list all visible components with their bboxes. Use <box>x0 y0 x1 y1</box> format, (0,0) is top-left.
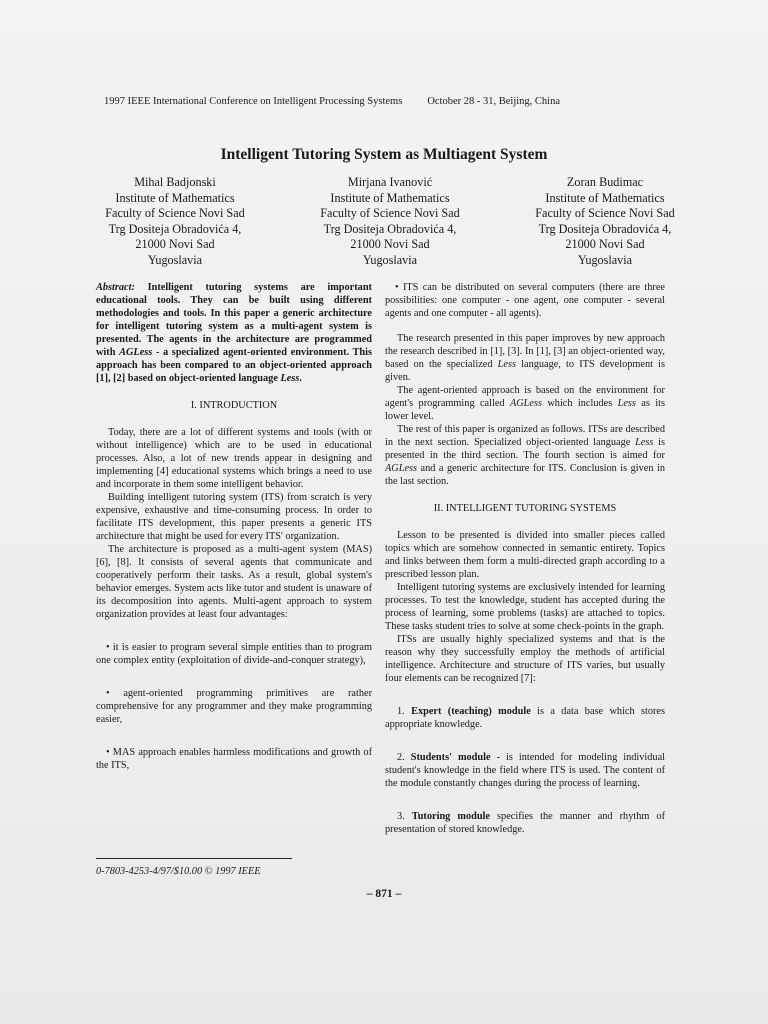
paragraph: Lesson to be presented is divided into smaller pieces called topics which are somehow connected in semantic entirety. Topics and links between them form a multi-directed graph according to a prescribed lesson plan. <box>385 530 665 580</box>
list-item-expert-module: 1. Expert (teaching) module is a data base which stores appropriate knowledge. <box>385 706 666 730</box>
author-street: Trg Dositeja Obradovića 4, <box>538 221 672 236</box>
section-heading-introduction: I. INTRODUCTION <box>190 400 278 411</box>
copyright-notice: 0-7803-4253-4/97/$10.00 © 1997 IEEE <box>96 866 261 877</box>
bullet-item: • MAS approach enables harmless modifications and growth of the ITS, <box>96 747 372 771</box>
author-institute: Institute of Mathematics <box>545 190 665 205</box>
page-number: – 871 – <box>366 888 402 900</box>
paper-title: Intelligent Tutoring System as Multiagent System <box>220 146 548 163</box>
abstract-text: Intelligent tutoring systems are important educational tools. They can be built using different methodologies and tools. In this paper a generic architecture for intelligent tutoring system as a multi-agent system is presented. The agents in the architecture are programmed with <box>96 282 372 358</box>
author-country: Yugoslavia <box>577 252 633 267</box>
author-street: Trg Dositeja Obradovića 4, <box>323 221 457 236</box>
bullet-item: • ITS can be distributed on several computers (there are three possibilities: one computer - one agent, one computer - several agents and one computer - all agents). <box>385 282 665 319</box>
abstract-lead: Abstract: <box>96 282 135 293</box>
author-name: Zoran Budimac <box>566 175 644 189</box>
paragraph: Building intelligent tutoring system (ITS) from scratch is very expensive, exhaustive and time-consuming process. In order to facilitate ITS development, this paper presents a generic ITS architecture that might be used for every ITS' organization. <box>96 492 372 542</box>
conference-name: 1997 IEEE International Conference on Intelligent Processing Systems <box>104 96 403 107</box>
author-faculty: Faculty of Science Novi Sad <box>105 206 245 220</box>
section-heading-its: II. INTELLIGENT TUTORING SYSTEMS <box>433 503 617 514</box>
author-city: 21000 Novi Sad <box>135 237 215 251</box>
author-institute: Institute of Mathematics <box>115 190 235 205</box>
author-country: Yugoslavia <box>362 252 418 267</box>
author-name: Mirjana Ivanović <box>347 175 433 189</box>
abstract-text: . <box>299 373 302 384</box>
paragraph: The agent-oriented approach is based on the environment for agent's programming called AGLess which includes Less as its lower level. <box>385 385 665 422</box>
author-street: Trg Dositeja Obradovića 4, <box>108 221 242 236</box>
paragraph: Intelligent tutoring systems are exclusively intended for learning processes. To test the knowledge, student has accepted during the process of learning, some problems (tasks) are attached to topics. These tasks student tries to solve at some check-points in the graph. <box>385 582 665 632</box>
abstract-less: Less <box>280 373 300 384</box>
paragraph: ITSs are usually highly specialized systems and that is the reason why they successfully employ the methods of artificial intelligence. Architecture and structure of ITS varies, but usually four elements can be recognized [7]: <box>385 634 665 684</box>
list-item-students-module: 2. Students' module - is intended for modeling individual student's knowledge in the field where ITS is used. The content of the module constantly changes during the process of learning. <box>385 752 666 789</box>
conference-date: October 28 - 31, Beijing, China <box>427 96 560 107</box>
author-2 <box>285 175 495 268</box>
running-header <box>104 96 560 107</box>
author-institute: Institute of Mathematics <box>330 190 450 205</box>
paragraph: The rest of this paper is organized as follows. ITSs are described in the next section. Specialized object-oriented language Less is presented in the third section. The fourth section is aimed for AGLess and a generic architecture for ITS. Conclusion is given in the last section. <box>385 424 665 487</box>
abstract-text: - a specialized agent-oriented environment. This approach has been compared to an object-oriented approach [1], [2] based on object-oriented language <box>96 347 372 384</box>
abstract <box>96 281 372 385</box>
bullet-item: • agent-oriented programming primitives are rather comprehensive for any programmer and they make programming easier, <box>96 688 372 725</box>
author-city: 21000 Novi Sad <box>565 237 645 251</box>
author-faculty: Faculty of Science Novi Sad <box>320 206 460 220</box>
footnote-rule <box>96 858 292 859</box>
author-faculty: Faculty of Science Novi Sad <box>535 206 675 220</box>
left-column <box>96 281 372 772</box>
bullet-item: • it is easier to program several simple entities than to program one complex entity (exploitation of divide-and-conquer strategy), <box>96 642 372 666</box>
right-column <box>385 281 665 836</box>
abstract-agless: AGLess <box>119 347 153 358</box>
author-block <box>70 175 710 268</box>
author-country: Yugoslavia <box>147 252 203 267</box>
author-name: Mihal Badjonski <box>134 175 216 189</box>
paragraph: The architecture is proposed as a multi-agent system (MAS) [6], [8]. It consists of several agents that communicate and cooperatively perform their tasks. As a result, global system's behavior emerges. System acts like tutor and student is unaware of its decomposition into agents. Multi-agent approach to system organization provides at least four advantages: <box>96 544 372 620</box>
paragraph: The research presented in this paper improves by new approach the research described in [1], [3]. In [1], [3] an object-oriented way, based on the specialized Less language, to ITS development is given. <box>385 333 665 383</box>
author-1 <box>70 175 280 268</box>
list-item-tutoring-module: 3. Tutoring module specifies the manner and rhythm of presentation of stored knowledge. <box>385 811 665 835</box>
author-3 <box>500 175 710 268</box>
author-city: 21000 Novi Sad <box>350 237 430 251</box>
paragraph: Today, there are a lot of different systems and tools (with or without intelligence) which are to be used in educational processes. Also, a lot of new trends appear in designing and implementing [4] educational systems which brings a need to use and incorporate in them some intelligent behavior. <box>96 427 372 490</box>
